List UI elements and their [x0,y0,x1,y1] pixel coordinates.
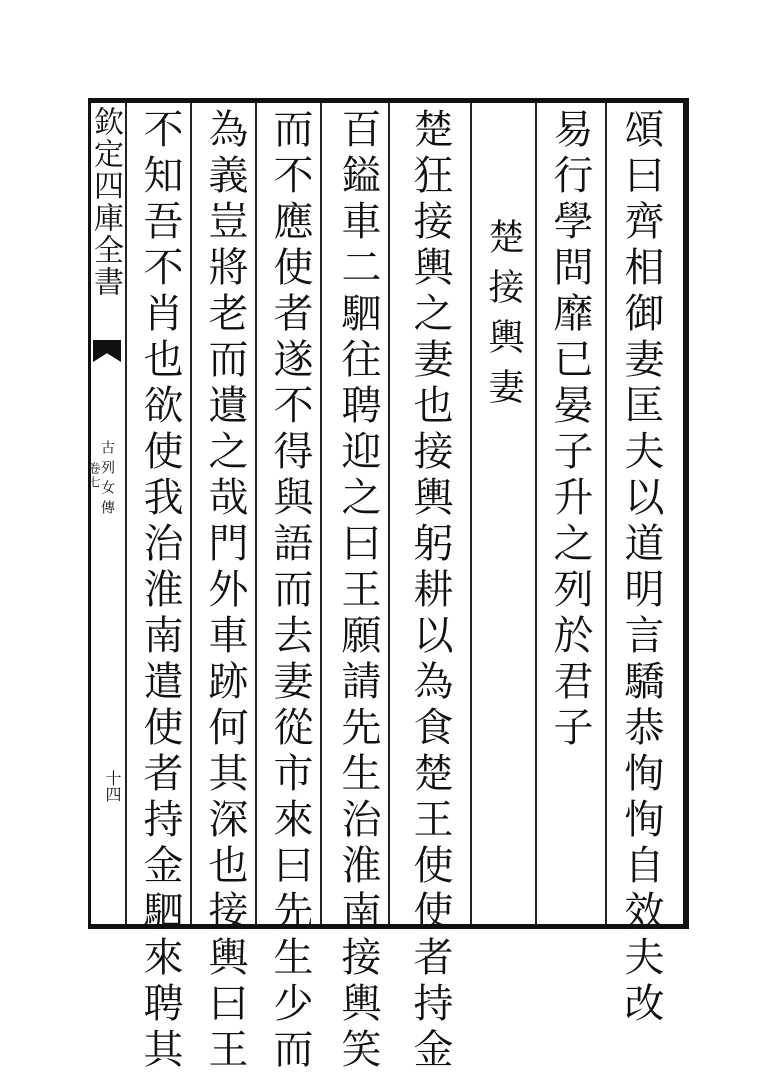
chapter-title: 古列女傳 [99,440,115,520]
book-title: 欽定四庫全書 [88,106,123,298]
column-divider [125,103,127,924]
volume-label: 卷七 [87,462,101,490]
text-column-6: 而不應使者遂不得與語而去妻從市來曰先生少而 [267,108,313,1074]
column-divider [320,103,322,924]
column-divider [470,103,472,924]
section-heading: 楚接輿妻 [483,218,524,418]
text-column-5: 百鎰車二駟往聘迎之曰王願請先生治淮南接輿笑 [335,108,381,1074]
frame-right-border [683,98,689,929]
text-column-2: 易行學問靡已晏子升之列於君子 [547,108,593,752]
column-divider [388,103,390,924]
column-divider [255,103,257,924]
column-divider [535,103,537,924]
column-divider [190,103,192,924]
text-column-1: 頌曰齊相御妻匡夫以道明言驕恭恂恂自效夫改 [618,108,664,1028]
fishtail-mark-icon [93,340,121,362]
page-number: 十四 [103,770,122,802]
text-column-8: 不知吾不肖也欲使我治淮南遣使者持金駟來聘其 [137,108,183,1074]
frame-top-border [88,98,686,103]
text-column-7: 為義豈將老而遺之哉門外車跡何其深也接輿曰王 [202,108,248,1074]
column-divider [605,103,607,924]
text-column-4: 楚狂接輿之妻也接輿躬耕以為食楚王使使者持金 [407,108,453,1074]
